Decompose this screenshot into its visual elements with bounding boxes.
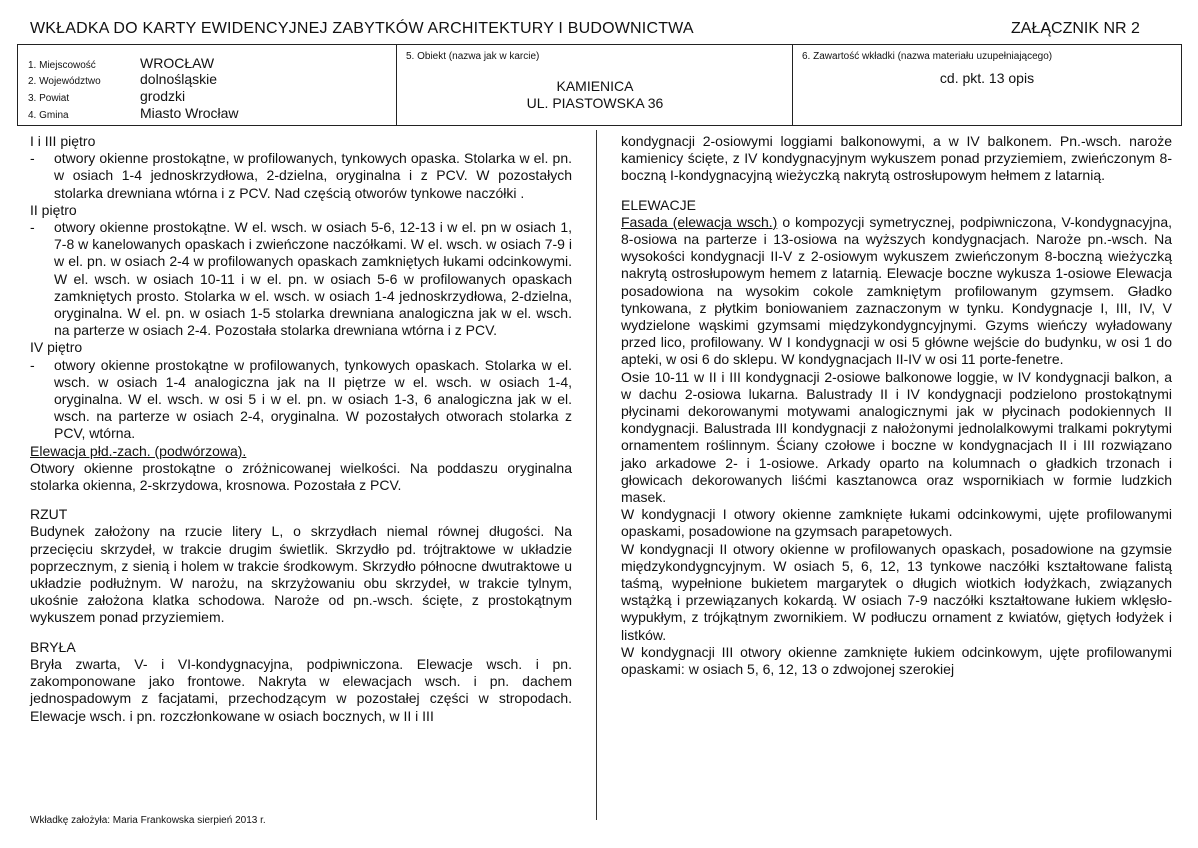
paragraph: W kondygnacji I otwory okienne zamknięte łukami odcinkowymi, ujęte profilowanymi opaskami, posadowione na gzymsach parapetowych. xyxy=(621,506,1172,540)
underlined-term: Fasada (elewacja wsch.) xyxy=(621,213,778,230)
field-value: grodzki xyxy=(140,88,186,104)
footer-author: Wkładkę założyła: Maria Frankowska sierpień 2013 r. xyxy=(30,815,266,826)
column-divider xyxy=(596,130,597,820)
field-value: Miasto Wrocław xyxy=(140,105,239,121)
paragraph: Budynek założony na rzucie litery L, o skrzydłach niemal równej długości. Na przecięciu skrzydeł, w trakcie drugim świetlik. Skrzydło pd. trójtraktowe w układzie poprzecznym, z sienią i holem w trakcie środkowym. Skrzydło północne dwutraktowe u układzie podłużnym. W narożu, na skrzyżowaniu obu skrzydeł, w trakcie tylnym, ukośnie założona klatka schodowa. Naroże od pn.-wsch. ścięte, z prostokątnym wykuszem ponad przyziemiem. xyxy=(30,523,572,626)
section-heading: ELEWACJE xyxy=(621,196,696,213)
bullet-text: otwory okienne prostokątne, w profilowanych, tynkowych opaska. Stolarka w el. pn. w osiach 1-4 jednoskrzydłowa, 2-dzielna, oryginalna i z PCV. W pozostałych stolarka drewniana wtórna i z PCV. Nad częścią otworów tynkowe naczółki . xyxy=(54,150,572,201)
paragraph: Osie 10-11 w II i III kondygnacji 2-osiowe balkonowe loggie, w IV kondygnacji balkon, a w dachu 2-osiowa lukarna. Balustrady II i IV kondygnacji podzielono prostokątnymi płycinami dekorowanymi motywami analogicznymi jak w płycinach podokiennych II kondygnacji. Balustrada III kondygnacji z nałożonymi jednolalkowymi tralkami pokrytymi ornamentem roślinnym. Ściany czołowe i boczne w kondygnacjach II i III rozwiązano jako arkadowe 2- i 1-osiowe. Arkady oparto na kolumnach o gładkich trzonach i głowicach dekorowanych liśćmi kasztanowca oraz wspornikiach w formie ludzkich masek. xyxy=(621,368,1172,506)
bullet-text: otwory okienne prostokątne. W el. wsch. w osiach 5-6, 12-13 i w el. pn w osiach 1, 7-8 w kanelowanych opaskach i zwieńczone naczółkami. W el. wsch. w osiach 7-9 i w el. pn. w osiach 2-4 w profilowanych opaskach zamkniętych łukami odcinkowymi. W el. wsch. w osiach 10-11 i w el. pn. w osiach 5-6 w profilowanych opaskach zamkniętych prosto. Stolarka w el. wsch. w osiach 1-4 jednoskrzydłowa, 2-dzielna, oryginalna. W el. pn. w osiach 1-5 stolarka drewniana analogiczna jak w el. wsch. na parterze w osiach 2-4. Pozostała stolarka drewniana wtórna i z PCV. xyxy=(54,219,572,339)
object-cell xyxy=(396,45,793,125)
bullet-item xyxy=(30,219,572,339)
location-row xyxy=(18,105,396,123)
content-cell xyxy=(792,45,1181,125)
paragraph: W kondygnacji III otwory okienne zamknięte łukiem odcinkowym, ujęte profilowanymi opaskami: w osiach 5, 6, 12, 13 o zdwojonej szerokiej xyxy=(621,643,1172,678)
bullet-dash: - xyxy=(30,219,35,236)
bullet-text: otwory okienne prostokątne w profilowanych, tynkowych opaskach. Stolarka w el. wsch. w osiach 1-4 analogiczna jak na II piętrze w el. wsch. w osiach 1-4, oryginalna. W el. wsch. w osi 5 i w el. pn. w osiach 1-3, 6 analogiczna jak w el. wsch. na parterze w osiach 2-4, oryginalna. W pozostałych otworach stolarka z PCV, wtórna. xyxy=(54,356,572,442)
bullet-dash: - xyxy=(30,356,35,373)
field-label: 1. Miejscowość xyxy=(28,60,96,71)
paragraph: Otwory okienne prostokątne o zróżnicowanej wielkości. Na poddaszu oryginalna stolarka okienna, 2-skrzydowa, krosnowa. Pozostała z PCV. xyxy=(30,459,572,494)
field-label: 2. Województwo xyxy=(28,76,101,87)
field-label: 4. Gmina xyxy=(28,110,69,121)
paragraph: kondygnacji 2-osiowymi loggiami balkonowymi, a w IV balkonem. Pn.-wsch. naroże kamienicy ścięte, z IV kondygnacyjnym wykuszem ponad przyziemiem, zwieńczonym 8-boczną I-kondygnacyjną wieżyczką nakrytą ostrosłupowym hełmem z latarnią. xyxy=(621,133,1172,184)
paragraph-text: o kompozycji symetrycznej, podpiwniczona, V-kondygnacyjna, 8-osiowa na parterze i 13-osiowa na wyższych kondygnacjach. Naroże pn.-wsch. Na wysokości kondygnacji II-V z 2-osiowym wykuszem zwieńczonym 8-boczną wieżyczką nakrytą ostrosłupowym hemem z latarnią. Elewacje boczne wykusza 1-osiowe Elewacja posadowiona na wysokim cokole zamkniętym profilowanym gzymsem. Gładko tynkowana, z płytkim boniowaniem zaznaczonym w tynku. Kondygnacje I, III, IV, V wydzielone wąskimi gzymsami międzykondygncyjnymi. Gzyms wieńczy wyładowany przed lico, profilowany. W I kondygnacji w osi 5 główne wejście do budynku, w osi 1 do apteki, w osi 6 do sklepu. W kondygnacjach II-IV w osi 11 porte-fenetre. xyxy=(621,213,1173,368)
field-value: dolnośląskie xyxy=(140,71,218,87)
section-heading: RZUT xyxy=(30,506,68,523)
object-address: UL. PIASTOWSKA 36 xyxy=(526,95,664,111)
bullet-dash: - xyxy=(30,150,35,167)
bullet-item xyxy=(30,150,572,202)
object-label: 5. Obiekt (nazwa jak w karcie) xyxy=(406,51,540,62)
object-name: KAMIENICA xyxy=(556,78,634,94)
paragraph xyxy=(621,214,1172,369)
section-heading: IV piętro xyxy=(30,339,83,356)
header-table xyxy=(17,44,1182,126)
document-title: WKŁADKA DO KARTY EWIDENCYJNEJ ZABYTKÓW ARCHITEKTURY I BUDOWNICTWA xyxy=(30,20,694,37)
annex-number: ZAŁĄCZNIK NR 2 xyxy=(1011,20,1140,37)
section-heading: I i III piętro xyxy=(30,133,96,149)
content-value: cd. pkt. 13 opis xyxy=(939,70,1035,86)
left-column xyxy=(30,133,572,725)
location-row xyxy=(18,71,396,89)
location-row xyxy=(18,88,396,106)
right-column xyxy=(621,133,1172,678)
section-heading: BRYŁA xyxy=(30,638,76,655)
location-cell xyxy=(18,45,396,125)
section-heading-underlined: Elewacja płd.-zach. (podwórzowa). xyxy=(30,442,247,459)
section-heading: II piętro xyxy=(30,201,77,218)
paragraph: W kondygnacji II otwory okienne w profilowanych opaskach, posadowione na gzymsie międzykondygncyjnym. W osiach 5, 6, 12, 13 tynkowe naczółki kształtowane falistą taśmą, wypełnione bukietem margarytek o długich wiotkich łodyżkach, związanych wstążką i przewiązanych kokardą. W osiach 7-9 naczółki kształtowane łukiem wklęsło-wypukłym, z trójkątnym zwornikiem. W podłuczu ornament z kwiatów, giętych łodyżek i listków. xyxy=(621,540,1172,643)
paragraph: Bryła zwarta, V- i VI-kondygnacyjna, podpiwniczona. Elewacje wsch. i pn. zakomponowane jako frontowe. Nakryta w elewacjach wsch. i pn. dachem jednospadowym z facjatami, przechodzącym w pozostałej części w stropodach. Elewacje wsch. i pn. rozczłonkowane w osiach bocznych, w II i III xyxy=(30,655,572,724)
content-label: 6. Zawartość wkładki (nazwa materiału uzupełniającego) xyxy=(802,51,1053,62)
field-value: WROCŁAW xyxy=(140,55,215,71)
field-label: 3. Powiat xyxy=(28,93,70,104)
bullet-item xyxy=(30,357,572,443)
